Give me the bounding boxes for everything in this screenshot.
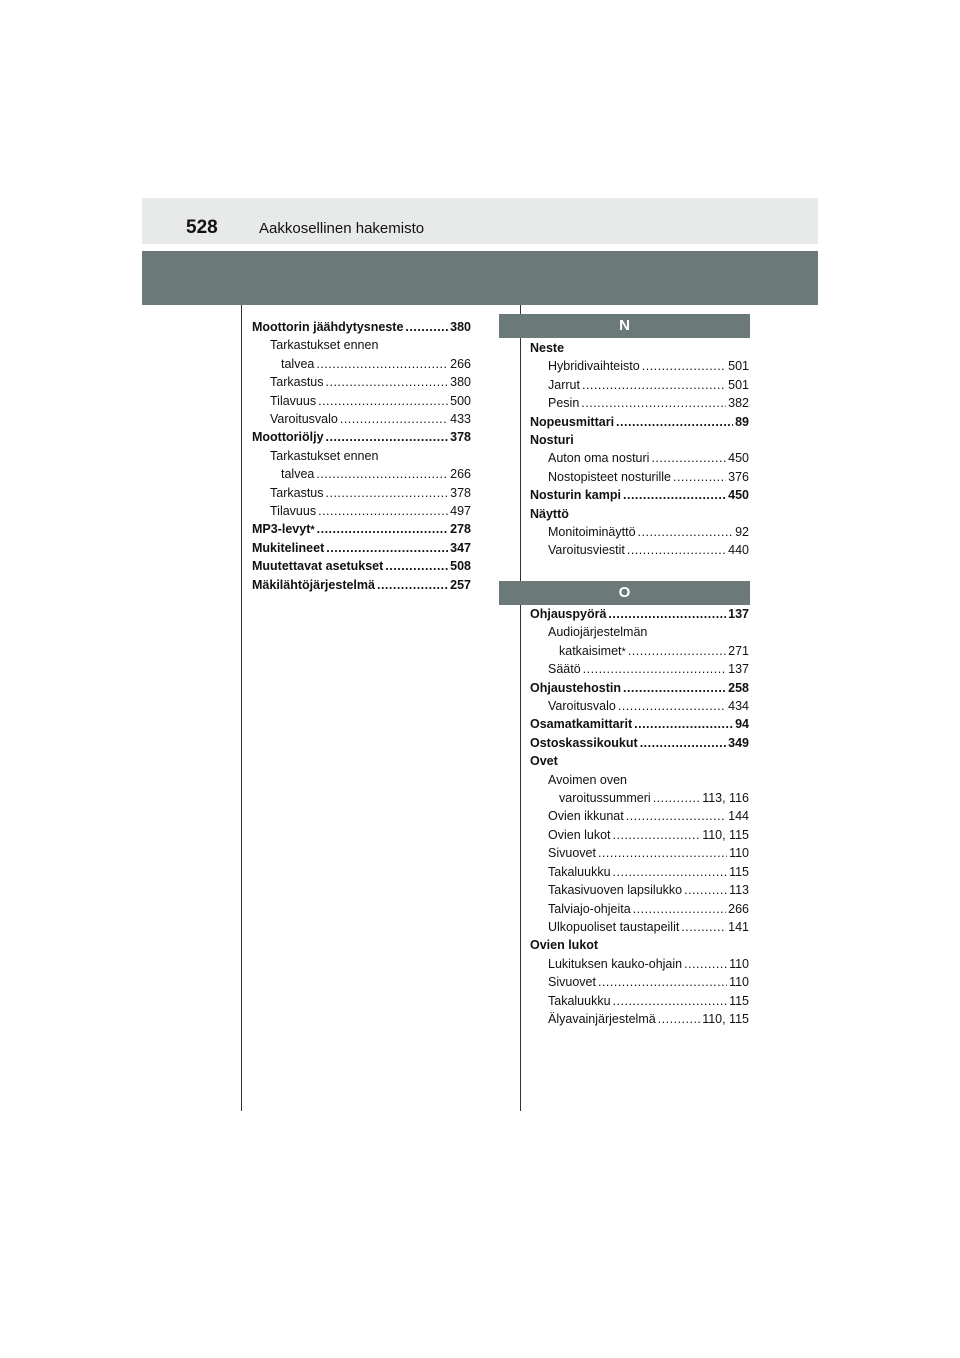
index-entry-page: 141 <box>728 919 749 934</box>
leader-dots <box>581 394 726 412</box>
index-entry-page: 94 <box>735 717 749 732</box>
index-entry-label: Takaluukku <box>548 864 611 879</box>
leader-dots <box>405 318 448 336</box>
leader-dots <box>613 992 728 1010</box>
index-entry-page: 450 <box>728 451 749 466</box>
leader-dots <box>616 413 733 431</box>
leader-dots <box>326 484 449 502</box>
index-entry-label: Ostoskassikoukut <box>530 735 638 750</box>
index-entry-label: Mäkilähtöjärjestelmä <box>252 577 375 592</box>
index-entry-label: Jarrut <box>548 377 580 392</box>
index-entry-page: 257 <box>450 577 471 592</box>
index-entry: katkaisimet * ..... 271 <box>530 642 749 660</box>
index-entry-page: 378 <box>450 485 471 500</box>
index-entry-page: 271 <box>728 643 749 658</box>
index-entry-label: Ohjaustehostin <box>530 680 621 695</box>
index-entry: MP3-levyt * ..... 278 <box>252 520 471 538</box>
index-entry-label: Pesin <box>548 396 580 411</box>
leader-dots <box>613 863 728 881</box>
index-entry <box>530 679 749 697</box>
index-entry-label: MP3-levyt <box>252 522 311 537</box>
page-number: 528 <box>186 217 218 238</box>
leader-dots <box>316 465 448 483</box>
index-entry-label: Hybridivaihteisto <box>548 359 640 374</box>
index-entry-page: 500 <box>450 393 471 408</box>
index-entry-label: Ovien lukot <box>530 938 599 953</box>
index-entry <box>530 752 749 770</box>
index-entry-label: Ohjauspyörä <box>530 607 607 621</box>
index-entry-page: 110 <box>729 956 749 971</box>
index-entry-label: Tilavuus <box>270 504 317 519</box>
index-entry-label: Nopeusmittari <box>530 414 615 429</box>
index-entry <box>252 410 471 428</box>
index-entry <box>530 881 749 899</box>
index-entry <box>252 447 471 465</box>
index-entry-page: 110 <box>729 846 749 861</box>
index-entry-label: Tarkastukset ennen <box>270 338 379 353</box>
index-entry <box>252 502 471 520</box>
leader-dots <box>377 576 448 594</box>
leader-dots <box>598 973 727 991</box>
index-entry-page: 376 <box>728 469 749 484</box>
index-entry-page: 349 <box>728 735 749 750</box>
index-entry <box>252 484 471 502</box>
index-entry-label: Nostopisteet nosturille <box>548 469 671 484</box>
index-entry-page: 378 <box>450 430 471 445</box>
left-index-column <box>252 318 471 594</box>
leader-dots <box>633 900 726 918</box>
leader-dots <box>326 539 448 557</box>
index-entry-label: Talviajo-ohjeita <box>548 901 631 916</box>
index-entry-page: 278 <box>450 522 471 537</box>
index-entry <box>530 541 749 559</box>
leader-dots <box>642 357 726 375</box>
index-entry-label: Ovet <box>530 754 558 769</box>
index-entry-label: Älyavainjärjestelmä <box>548 1011 656 1026</box>
index-entry-page: 115 <box>729 864 749 879</box>
leader-dots <box>326 428 449 446</box>
leader-dots <box>638 523 734 541</box>
index-entry <box>530 844 749 862</box>
index-entry <box>252 336 471 354</box>
index-entry <box>530 955 749 973</box>
index-entry <box>252 557 471 575</box>
index-entry-page: 440 <box>728 543 749 558</box>
index-entry-page: 382 <box>728 396 749 411</box>
index-entry <box>530 807 749 825</box>
index-entry-label: Monitoiminäyttö <box>548 525 636 540</box>
index-entry <box>530 605 749 623</box>
leader-dots <box>634 715 733 733</box>
leader-dots <box>651 449 726 467</box>
index-entry-label: Moottorin jäähdytysneste <box>252 320 404 334</box>
index-entry-label: Säätö <box>548 662 581 677</box>
leader-dots <box>318 392 448 410</box>
index-entry <box>252 576 471 594</box>
index-entry <box>530 660 749 678</box>
index-entry-label: Lukituksen kauko-ohjain <box>548 956 683 971</box>
index-entry-page: 137 <box>728 662 749 677</box>
index-entry <box>530 486 749 504</box>
leader-dots <box>681 918 726 936</box>
index-entry-label: Varoitusvalo <box>548 699 616 714</box>
index-entry-label: Tarkastus <box>270 485 324 500</box>
index-entry <box>530 734 749 752</box>
index-entry <box>530 715 749 733</box>
index-entry-page: 380 <box>450 320 471 334</box>
leader-dots <box>613 826 701 844</box>
leader-dots <box>673 468 726 486</box>
leader-dots <box>582 376 726 394</box>
index-entry-label: Osamatkamittarit <box>530 717 633 732</box>
leader-dots <box>318 502 448 520</box>
index-entry-page: 266 <box>450 356 471 371</box>
column-divider-rule <box>520 305 521 1111</box>
leader-dots <box>598 844 727 862</box>
index-entry <box>530 697 749 715</box>
leader-dots <box>623 486 726 504</box>
index-entry-label: Nosturin kampi <box>530 488 621 503</box>
leader-dots <box>627 541 726 559</box>
index-entry-label: talvea <box>281 467 315 482</box>
index-entry-page: 434 <box>728 699 749 714</box>
index-entry-label: Takaluukku <box>548 993 611 1008</box>
leader-dots <box>326 373 449 391</box>
index-entry <box>530 771 749 789</box>
index-entry-label: Tarkastus <box>270 375 324 390</box>
index-entry-page: 110, 115 <box>702 1011 749 1026</box>
index-entry-page: 347 <box>450 540 471 555</box>
title-bar <box>142 251 818 305</box>
letter-header-n: N <box>499 314 750 338</box>
index-entry-page: 89 <box>735 414 749 429</box>
index-entry <box>530 863 749 881</box>
leader-dots <box>626 807 726 825</box>
index-entry-page: 92 <box>735 525 749 540</box>
index-entry-label: Moottoriöljy <box>252 430 324 445</box>
leader-dots <box>684 955 727 973</box>
index-entry-label: Sivuovet <box>548 846 596 861</box>
index-entry-label: Ulkopuoliset taustapeilit <box>548 919 680 934</box>
index-entry-label: Varoitusviestit <box>548 543 625 558</box>
index-entry <box>530 918 749 936</box>
index-entry-label: Tilavuus <box>270 393 317 408</box>
index-entry <box>530 973 749 991</box>
index-entry-label: Sivuovet <box>548 975 596 990</box>
index-entry-page: 501 <box>728 359 749 374</box>
leader-dots <box>340 410 448 428</box>
index-entry-page: 144 <box>728 809 749 824</box>
index-entry <box>530 789 749 807</box>
leader-dots <box>640 734 726 752</box>
section-title: Aakkosellinen hakemisto <box>259 220 425 237</box>
index-entry-label: Takasivuoven lapsilukko <box>548 883 683 898</box>
index-entry <box>530 992 749 1010</box>
leader-dots <box>618 697 726 715</box>
index-entry-label: Varoitusvalo <box>270 412 338 427</box>
index-entry-page: 501 <box>728 377 749 392</box>
index-entry-label: Nosturi <box>530 433 574 448</box>
index-entry-page: 258 <box>728 680 749 695</box>
index-section-o <box>530 605 749 1028</box>
letter-header-o: O <box>499 581 750 605</box>
index-entry-page: 113 <box>729 883 749 898</box>
index-entry <box>252 392 471 410</box>
index-section-n <box>530 339 749 560</box>
index-entry-page: 115 <box>729 993 749 1008</box>
index-entry-page: 110 <box>729 975 749 990</box>
index-entry <box>530 936 749 954</box>
leader-dots <box>385 557 448 575</box>
index-entry-page: 497 <box>450 504 471 519</box>
index-entry <box>530 900 749 918</box>
index-entry <box>252 318 471 336</box>
index-entry-label: Muutettavat asetukset <box>252 559 384 574</box>
index-entry <box>252 539 471 557</box>
leader-dots <box>684 881 727 899</box>
left-margin-rule <box>241 305 242 1111</box>
index-entry <box>530 523 749 541</box>
index-entry <box>530 413 749 431</box>
index-entry <box>530 357 749 375</box>
index-entry-label: Mukitelineet <box>252 540 325 555</box>
index-entry-label: Auton oma nosturi <box>548 451 650 466</box>
leader-dots <box>608 605 726 623</box>
header-band <box>142 198 818 244</box>
index-entry <box>530 376 749 394</box>
index-entry <box>530 394 749 412</box>
index-entry-page: 266 <box>728 901 749 916</box>
index-entry-page: 113, 116 <box>702 791 749 806</box>
index-entry-page: 110, 115 <box>702 827 749 842</box>
leader-dots <box>628 642 726 660</box>
index-entry <box>530 431 749 449</box>
index-entry <box>530 468 749 486</box>
index-entry-label: Näyttö <box>530 506 569 521</box>
index-entry <box>530 339 749 357</box>
index-entry <box>252 373 471 391</box>
index-entry-page: 137 <box>728 607 749 621</box>
index-entry <box>530 505 749 523</box>
index-entry <box>252 465 471 483</box>
index-entry <box>530 623 749 641</box>
index-entry-page: 450 <box>728 488 749 503</box>
leader-dots <box>658 1010 701 1028</box>
index-entry-label: Tarkastukset ennen <box>270 448 379 463</box>
index-entry-page: 266 <box>450 467 471 482</box>
index-entry <box>252 355 471 373</box>
index-entry-page: 433 <box>450 412 471 427</box>
leader-dots <box>316 355 448 373</box>
leader-dots <box>623 679 726 697</box>
index-entry-label: talvea <box>281 356 315 371</box>
index-entry <box>530 826 749 844</box>
leader-dots <box>653 789 701 807</box>
index-entry-label: Avoimen oven <box>548 772 627 787</box>
index-entry <box>252 428 471 446</box>
index-entry-label: Neste <box>530 341 565 355</box>
index-entry-label: Ovien lukot <box>548 827 611 842</box>
index-entry-label: Ovien ikkunat <box>548 809 624 824</box>
index-entry <box>530 449 749 467</box>
index-entry-page: 508 <box>450 559 471 574</box>
index-entry-label: varoitussummeri <box>559 791 651 806</box>
leader-dots <box>317 520 449 538</box>
index-entry-page: 380 <box>450 375 471 390</box>
index-entry-label: katkaisimet <box>559 643 622 658</box>
leader-dots <box>583 660 726 678</box>
index-entry <box>530 1010 749 1028</box>
index-entry-label: Audiojärjestelmän <box>548 625 648 640</box>
